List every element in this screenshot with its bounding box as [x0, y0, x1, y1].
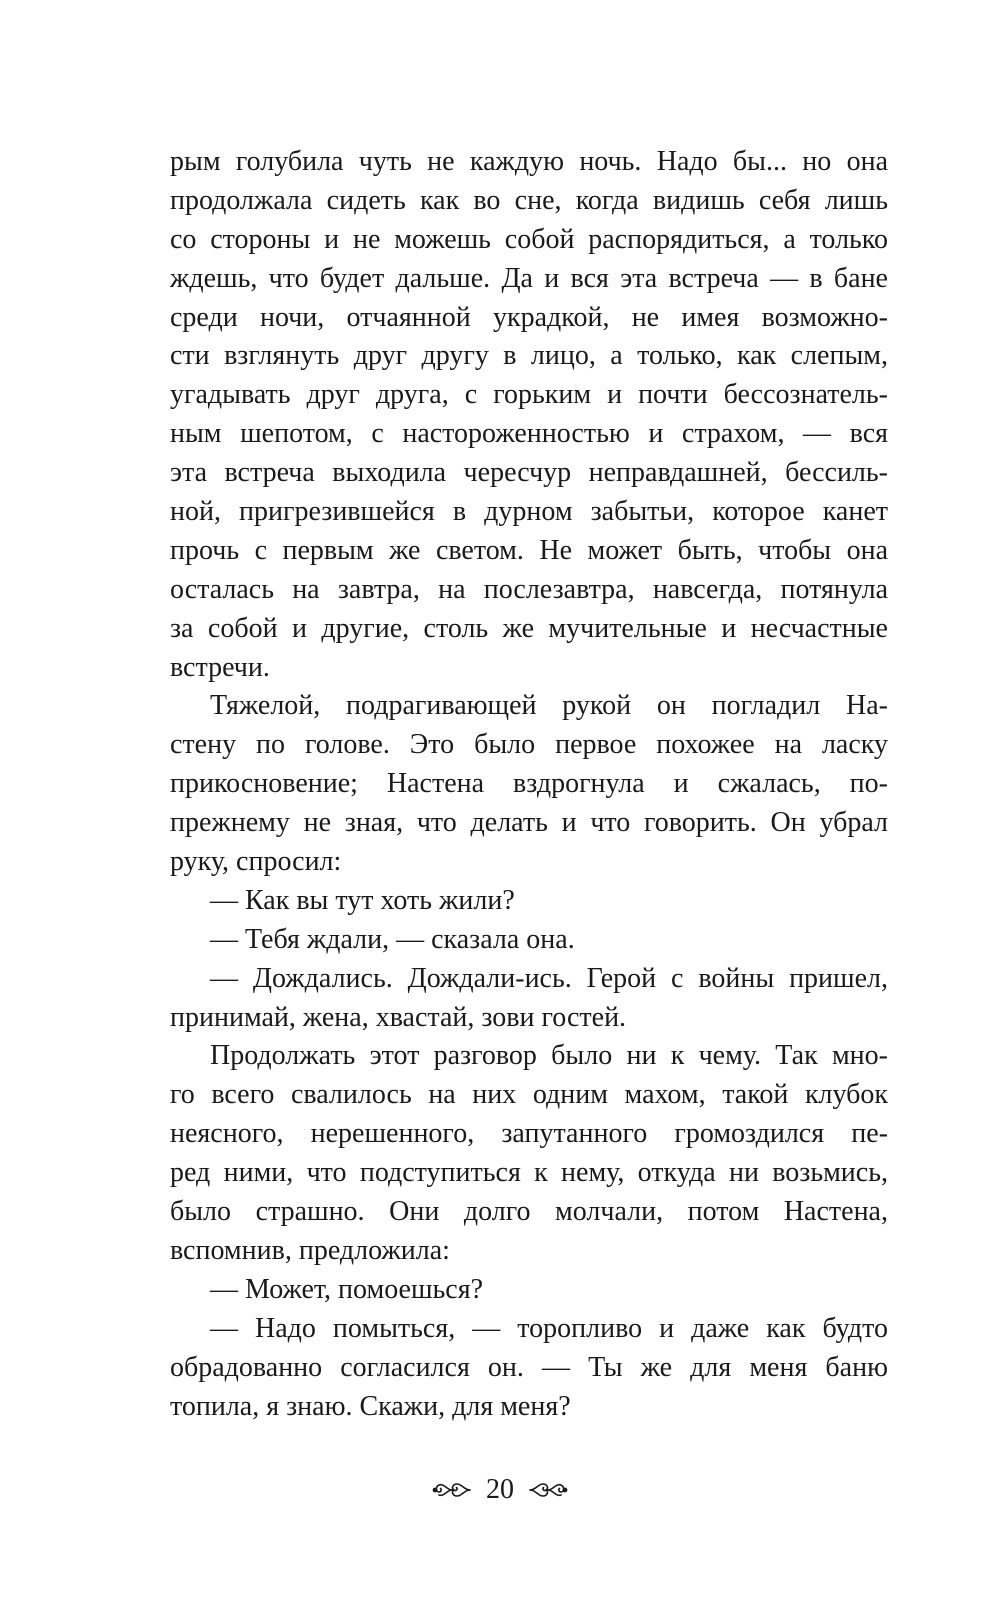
text-line: Продолжать этот разговор было ни к чему. Так мно- [210, 1040, 888, 1072]
text-line: вспомнив, предложила: [170, 1234, 450, 1266]
text-line: ред ними, что подступиться к нему, откуда ни возьмись, [170, 1157, 888, 1189]
text-line: принимай, жена, хвастай, зови гостей. [170, 1001, 627, 1033]
text-line: осталась на завтра, на послезавтра, навсегда, потянула [170, 573, 888, 605]
scroll-ornament-left-icon [432, 1478, 472, 1502]
text-line: эта встреча выходила чересчур неправдашней, бессиль- [170, 457, 888, 489]
text-line: стену по голове. Это было первое похожее на ласку [170, 729, 888, 761]
text-line: — Может, помоешься? [210, 1273, 484, 1305]
text-line: ной, пригрезившейся в дурном забытьи, которое канет [170, 496, 888, 528]
text-line: среди ночи, отчаянной украдкой, не имея возможно- [170, 301, 888, 333]
text-line: прежнему не зная, что делать и что говорить. Он убрал [170, 807, 888, 839]
text-line: го всего свалилось на них одним махом, такой клубок [170, 1079, 888, 1111]
text-line: Тяжелой, подрагивающей рукой он погладил На- [210, 690, 888, 722]
text-line: было страшно. Они долго молчали, потом Настена, [170, 1196, 888, 1228]
text-line: — Тебя ждали, — сказала она. [210, 923, 575, 955]
text-line: неясного, нерешенного, запутанного громоздился пе- [170, 1118, 888, 1150]
text-line: ным шепотом, с настороженностью и страхом, — вся [170, 418, 888, 450]
text-line: продолжала сидеть как во сне, когда видишь себя лишь [170, 184, 888, 216]
text-line: за собой и другие, столь же мучительные и несчастные [170, 612, 888, 644]
text-line: ждешь, что будет дальше. Да и вся эта встреча — в бане [170, 262, 888, 294]
page-number: 20 [486, 1474, 514, 1505]
text-line: прикосновение; Настена вздрогнула и сжалась, по- [170, 768, 888, 800]
page-footer [0, 1470, 1000, 1510]
text-line: обрадованно согласился он. — Ты же для меня баню [170, 1351, 888, 1383]
scroll-ornament-right-icon [528, 1478, 568, 1502]
text-line: прочь с первым же светом. Не может быть, чтобы она [170, 534, 888, 566]
text-line: — Надо помыться, — торопливо и даже как будто [210, 1312, 888, 1344]
text-line: сти взглянуть друг другу в лицо, а только, как слепым, [170, 340, 888, 372]
text-line: со стороны и не можешь собой распорядиться, а только [170, 223, 888, 255]
text-line: — Дождались. Дождали-ись. Герой с войны пришел, [210, 962, 888, 994]
text-line: встречи. [170, 651, 270, 683]
text-line: руку, спросил: [170, 846, 342, 878]
text-line: угадывать друг друга, с горьким и почти бессознатель- [170, 379, 888, 411]
text-block [170, 143, 888, 1426]
text-line: рым голубила чуть не каждую ночь. Надо бы... но она [170, 146, 888, 177]
text-line: — Как вы тут хоть жили? [210, 884, 515, 916]
text-line: топила, я знаю. Скажи, для меня? [170, 1390, 571, 1422]
